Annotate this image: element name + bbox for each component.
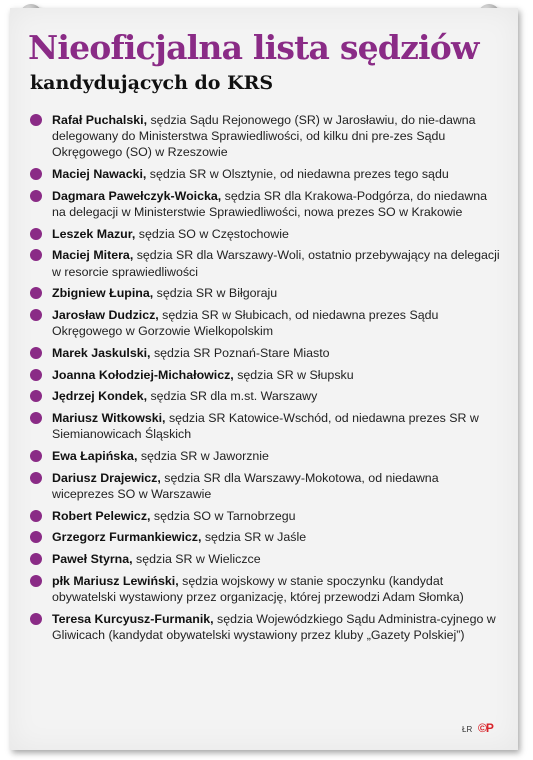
candidate-description: sędzia SR w Słupsku: [233, 367, 354, 382]
candidate-description: sędzia SR w Wieliczce: [132, 551, 261, 566]
bullet-icon: [30, 369, 42, 381]
candidate-description: sędzia wojskowy w stanie spoczynku (kandydat obywatelski wystawiony przez organizację, której przewodzi Adam Słomka): [52, 573, 464, 604]
candidate-name: Maciej Nawacki,: [52, 167, 147, 182]
candidate-description: sędzia Sądu Rejonowego (SR) w Jarosławiu, do nie-dawna delegowany do Ministerstwa Sprawiedliwości, od kilku dni pre-zes Sądu Okręgowego (SO) w Rzeszowie: [52, 113, 476, 160]
candidate-name: Grzegorz Furmankiewicz,: [52, 530, 202, 545]
candidate-description: sędzia SO w Tarnobrzegu: [150, 508, 296, 523]
candidate-name: Leszek Mazur,: [52, 226, 136, 241]
candidate-name: Dagmara Pawełczyk-Woicka,: [52, 188, 222, 203]
candidate-description: sędzia SR Katowice-Wschód, od niedawna prezes SR w Siemianowicach Śląskich: [52, 411, 479, 442]
bullet-icon: [30, 190, 42, 202]
candidate-description: sędzia SR w Jaworznie: [137, 448, 269, 463]
list-item: [30, 247, 500, 279]
bullet-icon: [30, 249, 42, 261]
list-item: [30, 285, 500, 301]
bullet-icon: [30, 553, 42, 565]
candidate-description: sędzia SR w Jaśle: [201, 530, 307, 545]
candidate-name: Marek Jaskulski,: [52, 345, 151, 360]
candidate-description: sędzia Wojewódzkiego Sądu Administra-cyjnego w Gliwicach (kandydat obywatelski wystawiony przez kluby „Gazety Polskiej”): [52, 611, 496, 642]
list-item: [30, 573, 500, 605]
candidate-name: Teresa Kurcyusz-Furmanik,: [52, 611, 214, 626]
bullet-icon: [30, 613, 42, 625]
candidate-name: Dariusz Drajewicz,: [52, 470, 161, 485]
candidate-description: sędzia SR w Słubicach, od niedawna prezes Sądu Okręgowego w Gorzowie Wielkopolskim: [52, 308, 439, 339]
publisher-logo: ©P: [478, 721, 493, 735]
bullet-icon: [30, 168, 42, 180]
candidate-list: [30, 112, 500, 648]
list-item: [30, 226, 500, 242]
candidate-description: sędzia SR Poznań-Stare Miasto: [150, 345, 330, 360]
list-item: [30, 551, 500, 567]
list-item: [30, 448, 500, 464]
candidate-description: sędzia SR dla Warszawy-Woli, ostatnio przebywający na delegacji w resorcie sprawiedliwości: [52, 248, 500, 279]
list-item: [30, 611, 500, 643]
list-item: [30, 388, 500, 404]
list-item: [30, 470, 500, 502]
candidate-name: Zbigniew Łupina,: [52, 286, 154, 301]
bullet-icon: [30, 472, 42, 484]
bullet-icon: [30, 531, 42, 543]
bullet-icon: [30, 575, 42, 587]
candidate-name: Jarosław Dudzicz,: [52, 308, 159, 323]
candidate-name: Maciej Mitera,: [52, 248, 134, 263]
list-item: [30, 188, 500, 220]
bullet-icon: [30, 287, 42, 299]
candidate-description: sędzia SR w Biłgoraju: [153, 286, 278, 301]
candidate-description: sędzia SR w Olsztynie, od niedawna prezes tego sądu: [146, 167, 449, 182]
candidate-name: Paweł Styrna,: [52, 551, 133, 566]
candidate-name: Mariusz Witkowski,: [52, 411, 166, 426]
candidate-name: Rafał Puchalski,: [52, 113, 148, 127]
list-item: [30, 166, 500, 182]
list-item: [30, 345, 500, 361]
list-item: [30, 112, 500, 161]
candidate-name: Joanna Kołodziej-Michałowicz,: [52, 367, 234, 382]
author-credit: ŁR: [462, 725, 473, 734]
bullet-icon: [30, 412, 42, 424]
candidate-name: Ewa Łapińska,: [52, 448, 138, 463]
list-item: [30, 410, 500, 442]
candidate-description: sędzia SO w Częstochowie: [135, 226, 289, 241]
candidate-name: Jędrzej Kondek,: [52, 389, 148, 404]
bullet-icon: [30, 390, 42, 402]
list-item: [30, 307, 500, 339]
list-item: [30, 508, 500, 524]
bullet-icon: [30, 450, 42, 462]
list-item: [30, 529, 500, 545]
candidate-description: sędzia SR dla Warszawy-Mokotowa, od niedawna wiceprezes SO w Warszawie: [52, 470, 439, 501]
page-subtitle: kandydujących do KRS: [30, 72, 274, 94]
bullet-icon: [30, 347, 42, 359]
bullet-icon: [30, 510, 42, 522]
candidate-name: płk Mariusz Lewiński,: [52, 573, 179, 588]
list-item: [30, 367, 500, 383]
bullet-icon: [30, 228, 42, 240]
candidate-description: sędzia SR dla Krakowa-Podgórza, do niedawna na delegacji w Ministerstwie Sprawiedliwości, nowa prezes SO w Krakowie: [52, 188, 488, 220]
bullet-icon: [30, 309, 42, 321]
bullet-icon: [30, 114, 42, 126]
candidate-description: sędzia SR dla m.st. Warszawy: [147, 389, 318, 404]
candidate-name: Robert Pelewicz,: [52, 508, 151, 523]
page-title: Nieoficjalna lista sędziów: [28, 28, 479, 67]
